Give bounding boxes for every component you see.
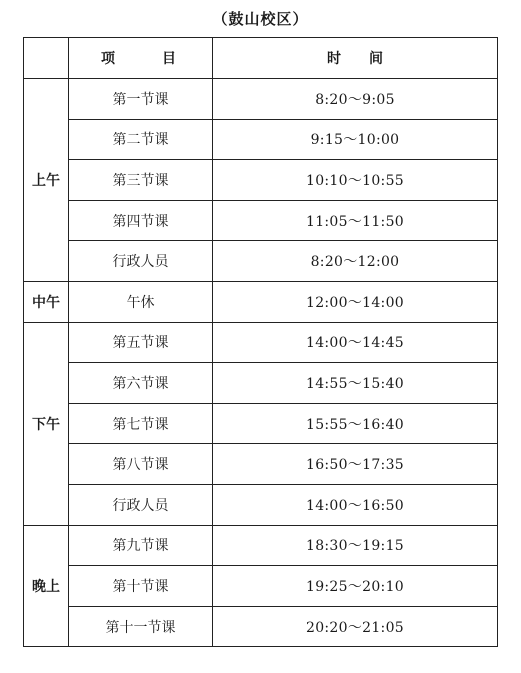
item-cell: 第七节课	[69, 403, 213, 444]
time-cell: 14:00～14:45	[213, 322, 498, 363]
time-cell: 12:00～14:00	[213, 281, 498, 322]
time-cell: 10:10～10:55	[213, 160, 498, 201]
item-cell: 第三节课	[69, 160, 213, 201]
table-row	[24, 79, 498, 120]
item-cell: 第八节课	[69, 444, 213, 485]
item-cell: 行政人员	[69, 241, 213, 282]
page-title: （鼓山校区）	[212, 10, 309, 28]
item-cell: 第五节课	[69, 322, 213, 363]
item-cell: 第十一节课	[69, 606, 213, 647]
table-row	[24, 363, 498, 404]
header-time-char: 间	[369, 51, 383, 67]
time-cell: 20:20～21:05	[213, 606, 498, 647]
item-cell: 第十节课	[69, 566, 213, 607]
item-cell: 第九节课	[69, 525, 213, 566]
time-cell: 18:30～19:15	[213, 525, 498, 566]
item-cell: 午休	[69, 281, 213, 322]
time-cell: 8:20～12:00	[213, 241, 498, 282]
header-item-cell	[69, 38, 213, 79]
item-cell: 第四节课	[69, 200, 213, 241]
period-afternoon: 下午	[24, 322, 69, 525]
time-cell: 16:50～17:35	[213, 444, 498, 485]
table-row	[24, 200, 498, 241]
time-cell: 15:55～16:40	[213, 403, 498, 444]
table-row	[24, 484, 498, 525]
table-row	[24, 566, 498, 607]
schedule-table	[23, 37, 498, 647]
period-morning: 上午	[24, 79, 69, 282]
period-noon: 中午	[24, 281, 69, 322]
time-cell: 14:00～16:50	[213, 484, 498, 525]
table-row	[24, 322, 498, 363]
table-row	[24, 444, 498, 485]
period-evening: 晚上	[24, 525, 69, 647]
time-cell: 11:05～11:50	[213, 200, 498, 241]
header-time-cell	[213, 38, 498, 79]
table-header-row	[24, 38, 498, 79]
item-cell: 第六节课	[69, 363, 213, 404]
item-cell: 第一节课	[69, 79, 213, 120]
table-row	[24, 241, 498, 282]
table-row	[24, 525, 498, 566]
time-cell: 9:15～10:00	[213, 119, 498, 160]
header-period-cell	[24, 38, 69, 79]
time-cell: 14:55～15:40	[213, 363, 498, 404]
table-row	[24, 119, 498, 160]
item-cell: 第二节课	[69, 119, 213, 160]
table-row	[24, 281, 498, 322]
header-time-char: 时	[327, 51, 341, 67]
time-cell: 8:20～9:05	[213, 79, 498, 120]
table-row	[24, 606, 498, 647]
table-row	[24, 160, 498, 201]
header-item-char: 项	[101, 51, 115, 67]
item-cell: 行政人员	[69, 484, 213, 525]
time-cell: 19:25～20:10	[213, 566, 498, 607]
table-row	[24, 403, 498, 444]
header-item-char: 目	[162, 51, 176, 67]
